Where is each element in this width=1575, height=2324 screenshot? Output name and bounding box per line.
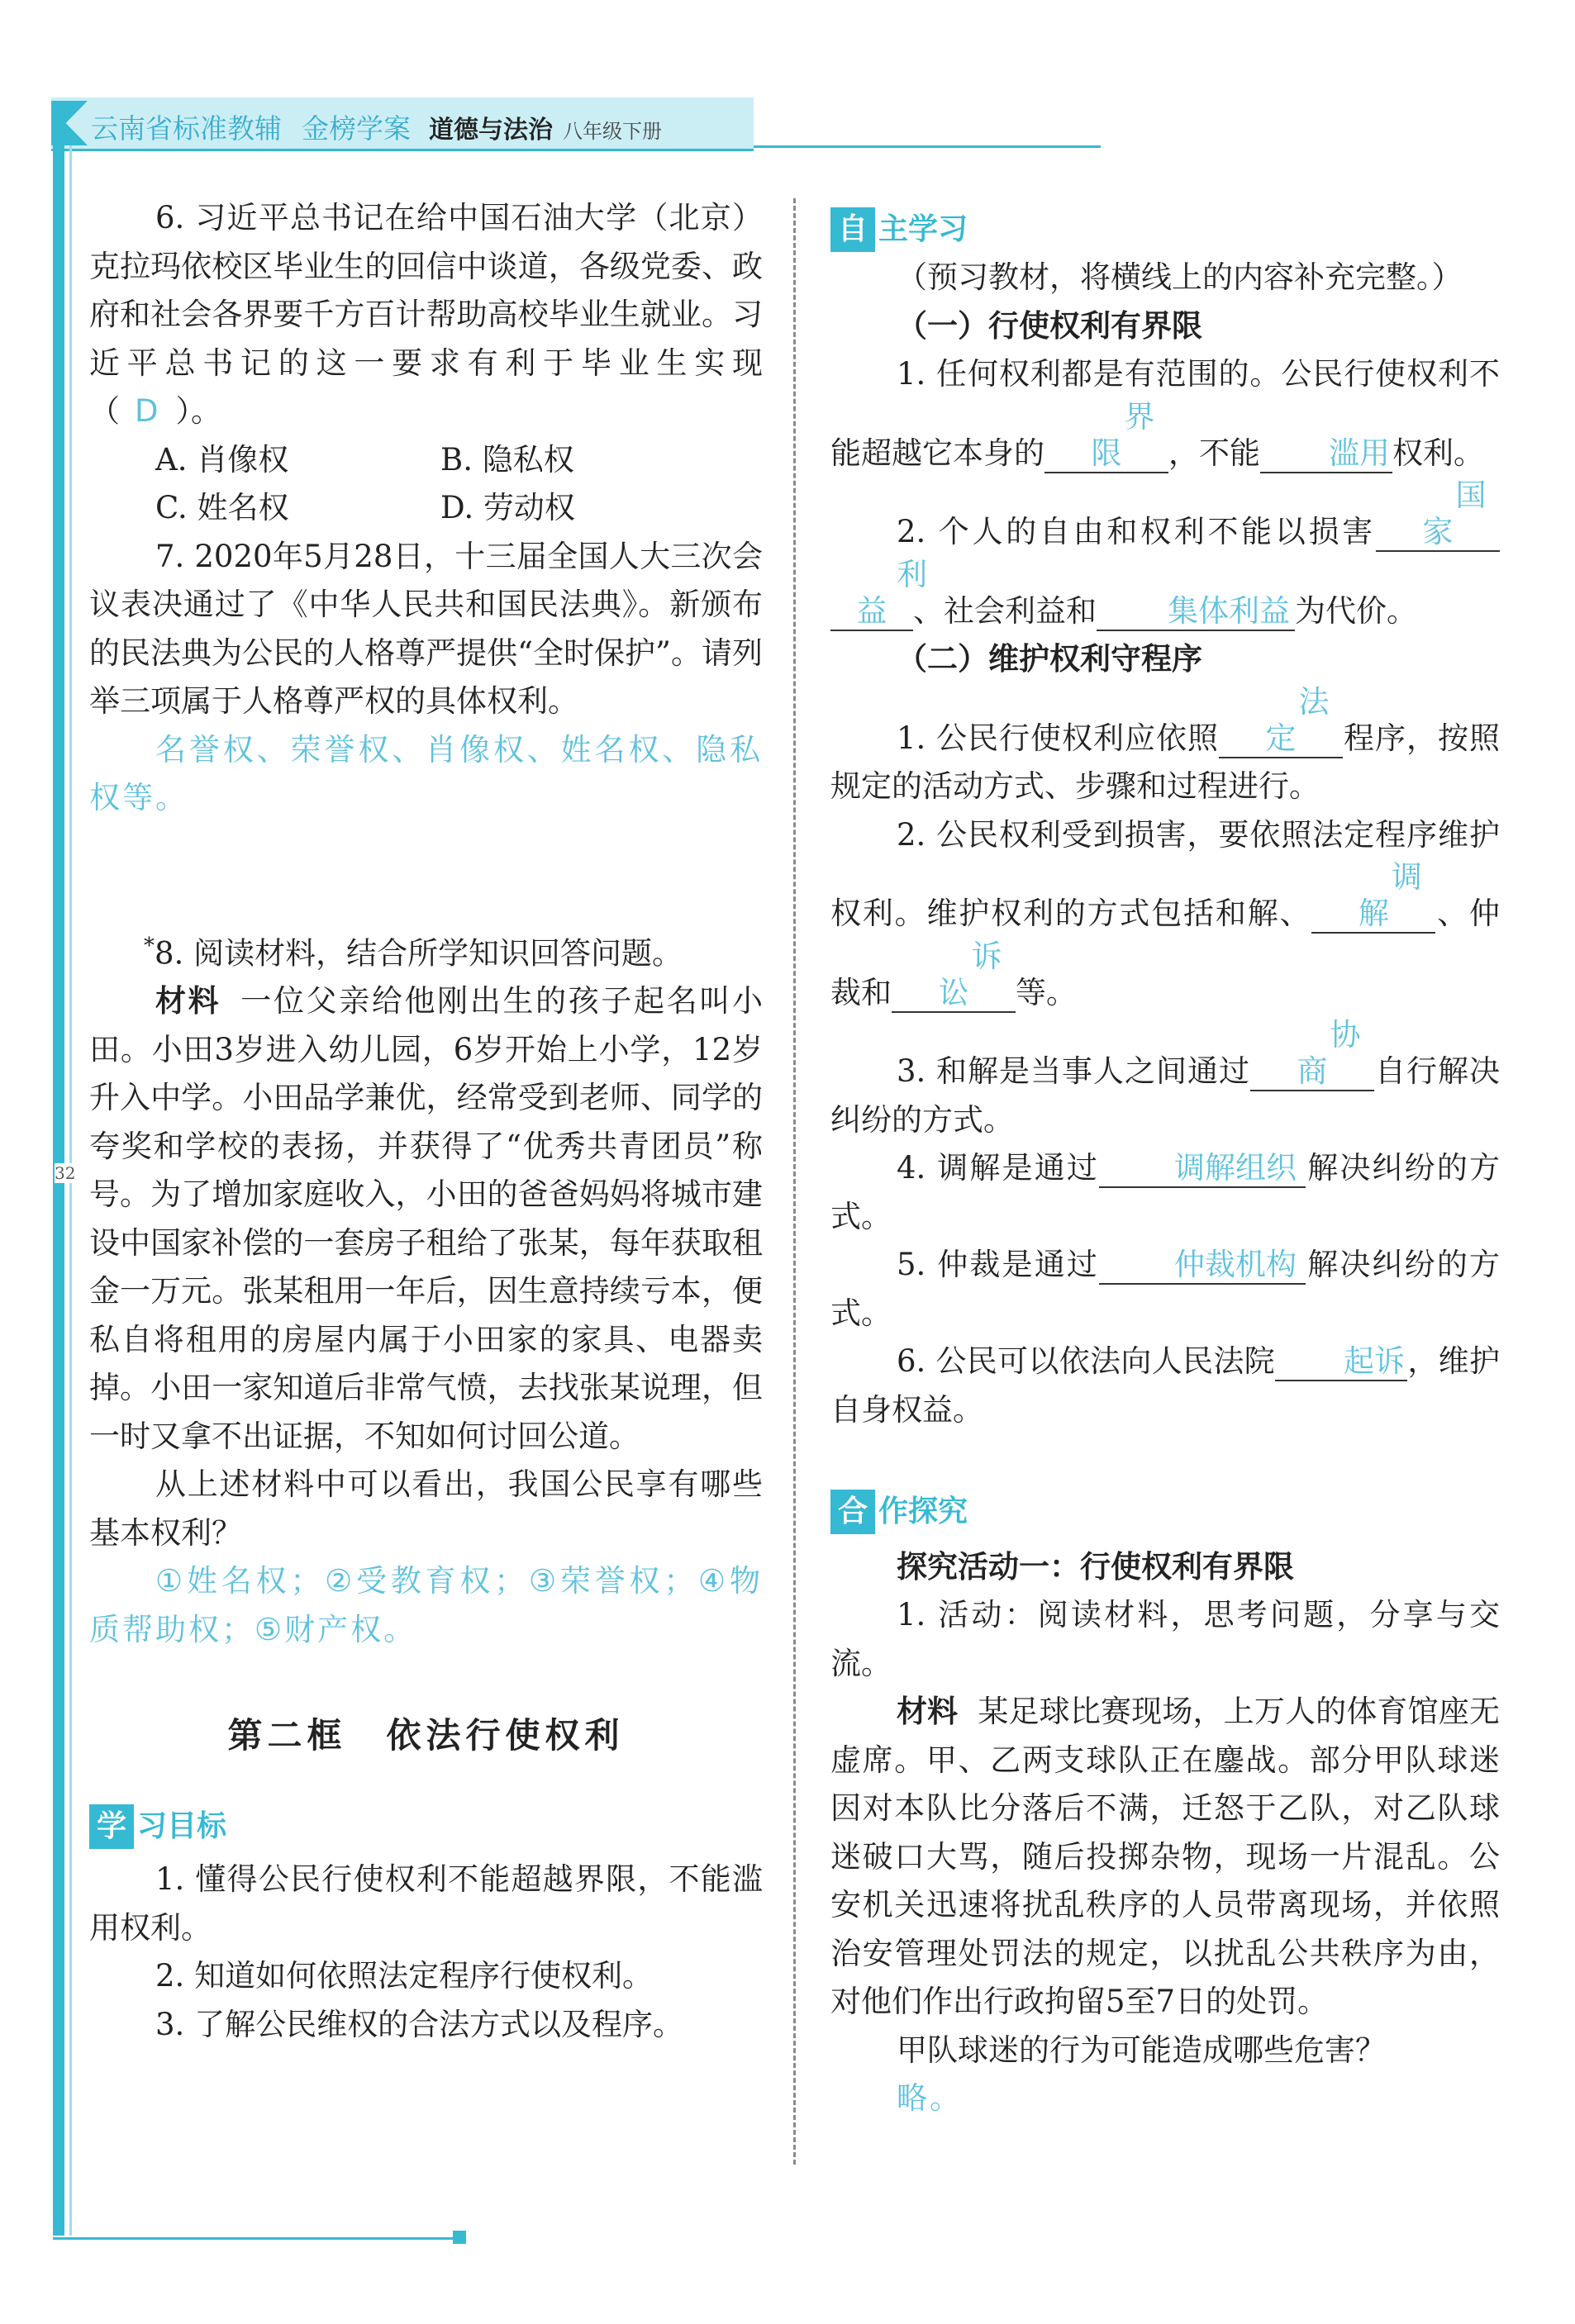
- option-d: D. 劳动权: [440, 490, 575, 525]
- objective-3: 3. 了解公民维权的合法方式以及程序。: [155, 2006, 684, 2042]
- blank-legal: 法定: [1219, 684, 1343, 758]
- blank-litigation: 诉讼: [892, 939, 1016, 1013]
- question-6-close: ）。: [175, 393, 221, 429]
- fill-3: 1. 公民行使权利应依照法定 程序，按照规定的活动方式、步骤和过程进行。: [830, 683, 1501, 805]
- footer-square-icon: [453, 2231, 466, 2244]
- part-2-title: （二）维护权利守程序: [897, 641, 1202, 677]
- question-6-options: [89, 436, 763, 533]
- blank-negotiation: 协商: [1250, 1017, 1374, 1091]
- page-header: [51, 97, 1051, 149]
- coop-answer: 略。: [897, 2080, 963, 2116]
- objective-1: 1. 懂得公民行使权利不能超越界限，不能滥用权利。: [89, 1861, 763, 1946]
- self-study-heading-text: 主学习: [878, 211, 968, 246]
- side-bar-thin: [69, 145, 72, 2236]
- objectives-heading: [89, 1803, 226, 1851]
- side-bar: [53, 145, 64, 2236]
- fill-7: 5. 仲裁是通过 仲裁机构 解决纠纷的方式。: [830, 1247, 1500, 1331]
- activity-title: 探究活动一：行使权利有界限: [897, 1548, 1294, 1585]
- self-study-badge-icon: 自: [830, 207, 875, 252]
- question-7-answer: 名誉权、荣誉权、肖像权、姓名权、隐私权等。: [89, 731, 763, 815]
- self-study-heading: [830, 206, 968, 254]
- question-6-text: 6. 习近平总书记在给中国石油大学（北京）克拉玛依校区毕业生的回信中谈道，各级党委、政府和社会各界要千方百计帮助高校毕业生就业。习近平总书记的这一要求有利于毕业生实现（: [89, 200, 763, 429]
- option-c: C. 姓名权: [155, 490, 289, 525]
- question-8-material: [89, 977, 763, 1461]
- blank-sue: 起诉: [1275, 1343, 1407, 1381]
- coop-material-label: 材料: [897, 1694, 959, 1729]
- question-6-answer: D: [135, 393, 161, 429]
- blank-boundary: 界限: [1044, 399, 1168, 473]
- question-7: 7. 2020年5月28日，十三届全国人大三次会议表决通过了《中华人民共和国民法典》。新颁布的民法典为公民的人格尊严提供“全时保护”。请列举三项属于人格尊严权的具体权利。: [89, 538, 763, 719]
- coop-heading: [830, 1488, 968, 1537]
- question-8-answer: ①姓名权；②受教育权；③荣誉权；④物质帮助权；⑤财产权。: [89, 1563, 763, 1647]
- header-subject: 道德与法治: [429, 116, 553, 145]
- header-title: [91, 107, 662, 146]
- question-8: [89, 922, 763, 978]
- blank-mediation-org: 调解组织: [1099, 1150, 1306, 1188]
- self-study-intro: （预习教材，将横线上的内容补充完整。）: [897, 259, 1463, 296]
- blank-national-b: 利益: [830, 557, 913, 631]
- objectives-heading-text: 习目标: [137, 1808, 227, 1843]
- question-6: [89, 194, 763, 436]
- question-8-star: *: [144, 933, 155, 958]
- coop-badge-icon: 合: [830, 1490, 875, 1534]
- fill-2: 2. 个人的自由和权利不能以损害国家利益 、社会利益和 集体利益 为代价。: [830, 478, 1500, 635]
- blank-arbitration-org: 仲裁机构: [1099, 1247, 1306, 1285]
- blank-mediation: 调解: [1311, 859, 1435, 934]
- question-8-question: 从上述材料中可以看出，我国公民享有哪些基本权利？: [89, 1466, 763, 1551]
- blank-abuse: 滥用: [1260, 435, 1392, 473]
- coop-heading-text: 作探究: [878, 1495, 968, 1528]
- section-title: 第二框 依法行使权利: [227, 1715, 625, 1756]
- blank-collective: 集体利益: [1097, 593, 1295, 631]
- column-divider: [793, 198, 796, 2165]
- question-8-text: 8. 阅读材料，结合所学知识回答问题。: [155, 934, 683, 971]
- right-column: [830, 205, 1500, 2123]
- objective-2: 2. 知道如何依照法定程序行使权利。: [155, 1958, 654, 1994]
- header-brand: 金榜学案: [302, 112, 411, 145]
- material-label: 材料: [155, 983, 221, 1019]
- option-b: B. 隐私权: [440, 441, 574, 478]
- activity-text: 1. 活动：阅读材料，思考问题，分享与交流。: [830, 1597, 1500, 1681]
- part-1-title: （一）行使权利有界限: [897, 307, 1202, 344]
- coop-question: 甲队球迷的行为可能造成哪些危害？: [897, 2032, 1386, 2068]
- blank-national-a: 国家: [1376, 478, 1500, 552]
- fill-6: 4. 调解是通过 调解组织 解决纠纷的方式。: [830, 1150, 1500, 1234]
- left-column: [89, 194, 763, 2049]
- option-a: A. 肖像权: [155, 441, 289, 478]
- header-grade: 八年级下册: [563, 120, 662, 143]
- coop-material-text: 某足球比赛现场，上万人的体育馆座无虚席。甲、乙两支球队正在鏖战。部分甲队球迷因对本队比分落后不满，迁怒于乙队，对乙队球迷破口大骂，随后投掷杂物，现场一片混乱。公安机关迅速将扰乱秩序的人员带离现场，并依照治安管理处罚法的规定，以扰乱公共秩序为由，对他们作出行政拘留5至7日的处罚。: [830, 1694, 1501, 2019]
- footer-rule: [53, 2237, 466, 2240]
- material-text: 一位父亲给他刚出生的孩子起名叫小田。小田3岁进入幼儿园，6岁开始上小学，12岁升入中学。小田品学兼优，经常受到老师、同学的夸奖和学校的表扬，并获得了“优秀共青团员”称号。为了增加家庭收入，小田的爸爸妈妈将城市建设中国家补偿的一套房子租给了张某，每年获取租金一万元。张某租用一年后，因生意持续亏本，便私自将租用的房屋内属于小田家的家具、电器卖掉。小田一家知道后非常气愤，去找张某说理，但一时又拿不出证据，不知如何讨回公道。: [89, 983, 764, 1454]
- header-rule: [754, 145, 1101, 148]
- page-number: 32: [55, 1163, 76, 1183]
- fill-8: 6. 公民可以依法向人民法院 起诉，维护自身权益。: [830, 1343, 1501, 1428]
- fill-5: 3. 和解是当事人之间通过协商 自行解决纠纷的方式。: [830, 1017, 1501, 1138]
- header-series: 云南省标准教辅: [91, 112, 282, 145]
- fill-1: 1. 任何权利都是有范围的。公民行使权利不能超越它本身的界限 ，不能 滥用权利。: [830, 350, 1500, 478]
- objectives-badge-icon: 学: [89, 1804, 134, 1849]
- coop-material: [830, 1688, 1500, 2027]
- fill-4: 2. 公民权利受到损害，要依照法定程序维护权利。维护权利的方式包括和解、调解 、仲裁和诉讼 等。: [830, 811, 1500, 1018]
